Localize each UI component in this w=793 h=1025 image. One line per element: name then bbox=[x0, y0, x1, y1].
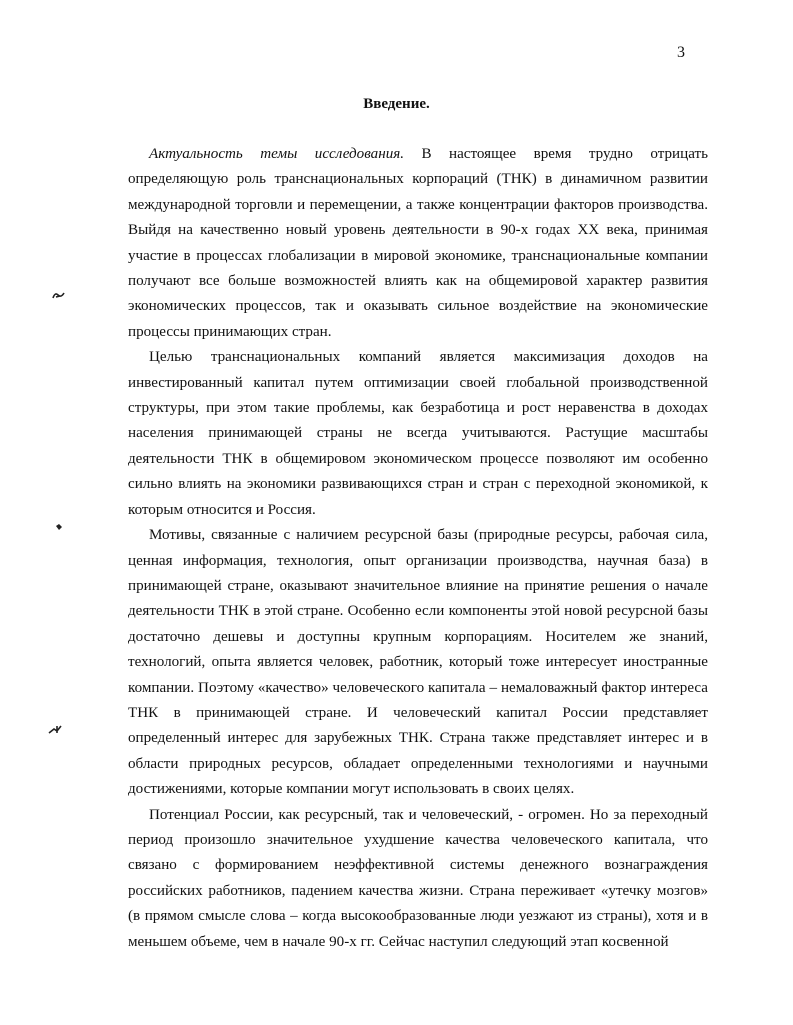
page-number: 3 bbox=[677, 44, 685, 61]
paragraph-text: В настоящее время трудно отрицать определяющую роль транснациональных корпораций (ТНК) в динамичном развитии международной торговли и перемещении, а также концентрации факторов производства. Выйдя на качественно новый уровень деятельности в 90-х годах XX века, принимая участие в процессах глобализации в мировой экономике, транснациональные компании получают все больше возможностей влиять как на общемировой характер развития экономических процессов, так и оказывать сильное воздействие на экономические процессы принимающих стран. bbox=[128, 146, 708, 340]
paragraph-text: Целью транснациональных компаний является максимизация доходов на инвестированный капитал путем оптимизации своей глобальной производственной структуры, при этом такие проблемы, как безработица и рост неравенства в доходах населения принимающей страны не всегда учитываются. Растущие масштабы деятельности ТНК в общемировом экономическом процессе позволяют им особенно сильно влиять на экономики развивающихся стран и стран с переходной экономикой, к которым относится и Россия. bbox=[128, 349, 708, 518]
scan-mark-1 bbox=[52, 290, 66, 303]
paragraph bbox=[128, 142, 708, 345]
paragraph bbox=[128, 523, 708, 802]
paragraph bbox=[128, 803, 708, 955]
paragraph-text: Мотивы, связанные с наличием ресурсной базы (природные ресурсы, рабочая сила, ценная информация, технология, опыт организации производства, научная база) в принимающей стране, оказывают значительное влияние на принятие решения о начале деятельности ТНК в этой стране. Особенно если компоненты этой новой ресурсной базы достаточно дешевы и доступны крупным корпорациям. Носителем же знаний, технологий, опыта является человек, работник, который тоже интересует иностранные компании. Поэтому «качество» человеческого капитала – немаловажный фактор интереса ТНК в принимающей стране. И человеческий капитал России представляет определенный интерес для зарубежных ТНК. Страна также представляет интерес и в области природных ресурсов, обладает определенными технологиями и научными достижениями, которые компании могут использовать в своих целях. bbox=[128, 527, 708, 798]
paragraph-text: Потенциал России, как ресурсный, так и человеческий, - огромен. Но за переходный период произошло значительное ухудшение качества человеческого капитала, что связано с формированием неэффективной системы денежного вознаграждения российских работников, падением качества жизни. Страна переживает «утечку мозгов» (в прямом смысле слова – когда высокообразованные люди уезжают из страны), хотя и в меньшем объеме, чем в начале 90-х гг. Сейчас наступил следующий этап косвенной bbox=[128, 806, 708, 950]
paragraph bbox=[128, 345, 708, 523]
emphasized-lead: Актуальность темы исследования. bbox=[149, 146, 405, 162]
body-text bbox=[128, 142, 708, 955]
section-heading: Введение. bbox=[363, 96, 430, 112]
scan-mark-3 bbox=[48, 724, 62, 739]
scan-mark-2 bbox=[54, 522, 64, 535]
